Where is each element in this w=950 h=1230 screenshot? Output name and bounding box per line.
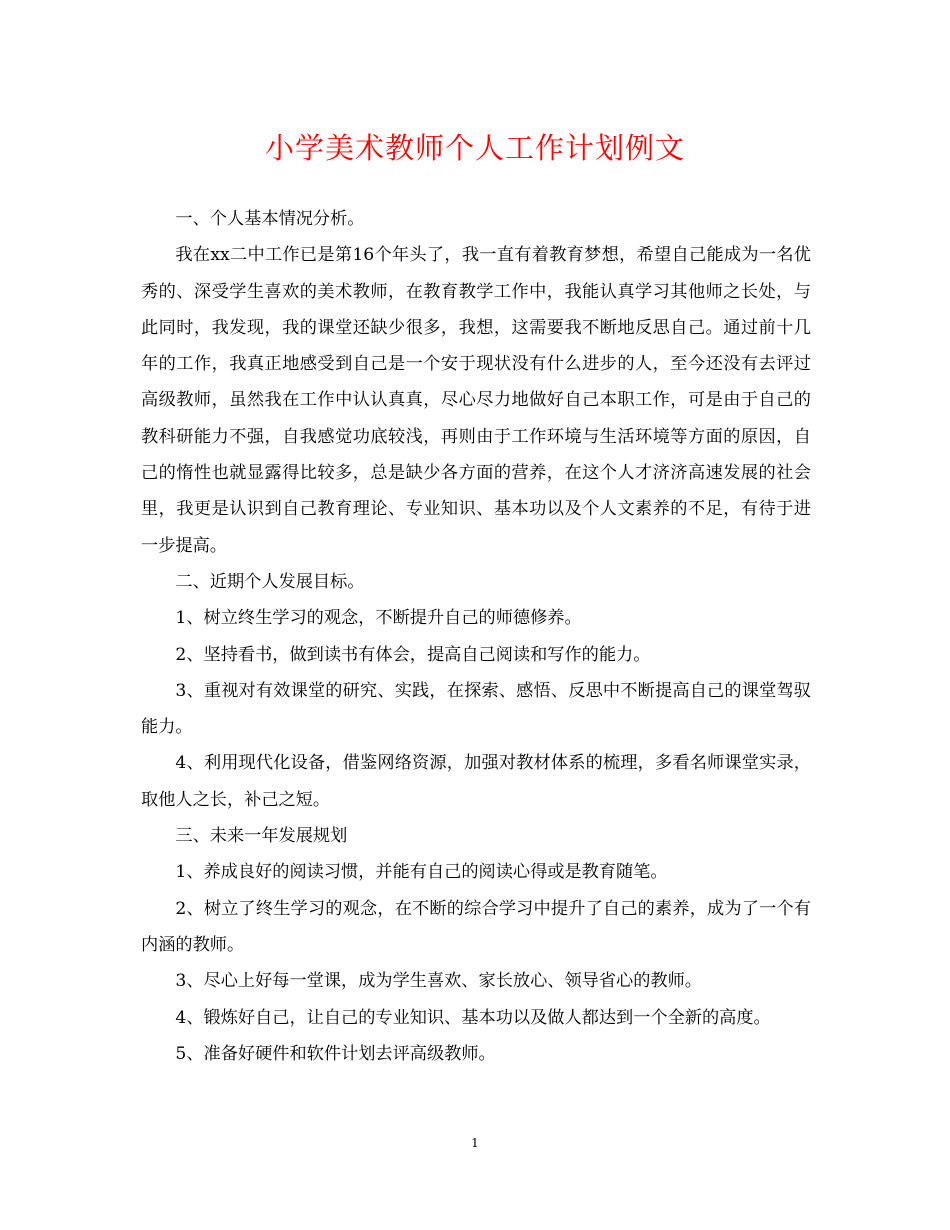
plan-item-1: 1、养成良好的阅读习惯，并能有自己的阅读心得或是教育随笔。	[175, 862, 668, 883]
goal-item-2: 2、坚持看书，做到读书有体会，提高自己阅读和写作的能力。	[175, 644, 651, 665]
document-body	[141, 201, 811, 1072]
document-title: 小学美术教师个人工作计划例文	[264, 131, 685, 165]
section-heading-1: 一、个人基本情况分析。	[175, 209, 365, 229]
goal-item-1: 1、树立终生学习的观念，不断提升自己的师德修养。	[175, 608, 582, 629]
goal-item-3: 3、重视对有效课堂的研究、实践，在探索、感悟、反思中不断提高自己的课堂驾驭能力。	[141, 680, 811, 738]
plan-item-3: 3、尽心上好每一堂课，成为学生喜欢、家长放心、领导省心的教师。	[175, 971, 702, 992]
section-heading-3: 三、未来一年发展规划	[175, 826, 348, 847]
plan-item-4: 4、锻炼好自己，让自己的专业知识、基本功以及做人都达到一个全新的高度。	[175, 1007, 771, 1028]
plan-item-5: 5、准备好硬件和软件计划去评高级教师。	[175, 1043, 496, 1064]
page-number: 1	[471, 1136, 479, 1150]
goal-item-4: 4、利用现代化设备，借鉴网络资源，加强对教材体系的梳理，多看名师课堂实录，取他人之长，补己之短。	[141, 753, 811, 810]
section-heading-2: 二、近期个人发展目标。	[175, 571, 365, 592]
paragraph-situation-analysis: 我在xx二中工作已是第16个年头了，我一直有着教育梦想，希望自己能成为一名优秀的、深受学生喜欢的美术教师，在教育教学工作中，我能认真学习其他师之长处，与此同时，我发现，我的课堂还缺少很多，我想，这需要我不断地反思自己。通过前十几年的工作，我真正地感受到自己是一个安于现状没有什么进步的人，至今还没有去评过高级教师，虽然我在工作中认认真真，尽心尽力地做好自己本职工作，可是由于自己的教科研能力不强，自我感觉功底较浅，再则由于工作环境与生活环境等方面的原因，自己的惰性也就显露得比较多，总是缺少各方面的营养，在这个人才济济高速发展的社会里，我更是认识到自己教育理论、专业知识、基本功以及个人文素养的不足，有待于进一步提高。	[141, 245, 811, 556]
plan-item-2: 2、树立了终生学习的观念，在不断的综合学习中提升了自己的素养，成为了一个有内涵的教师。	[141, 898, 811, 955]
